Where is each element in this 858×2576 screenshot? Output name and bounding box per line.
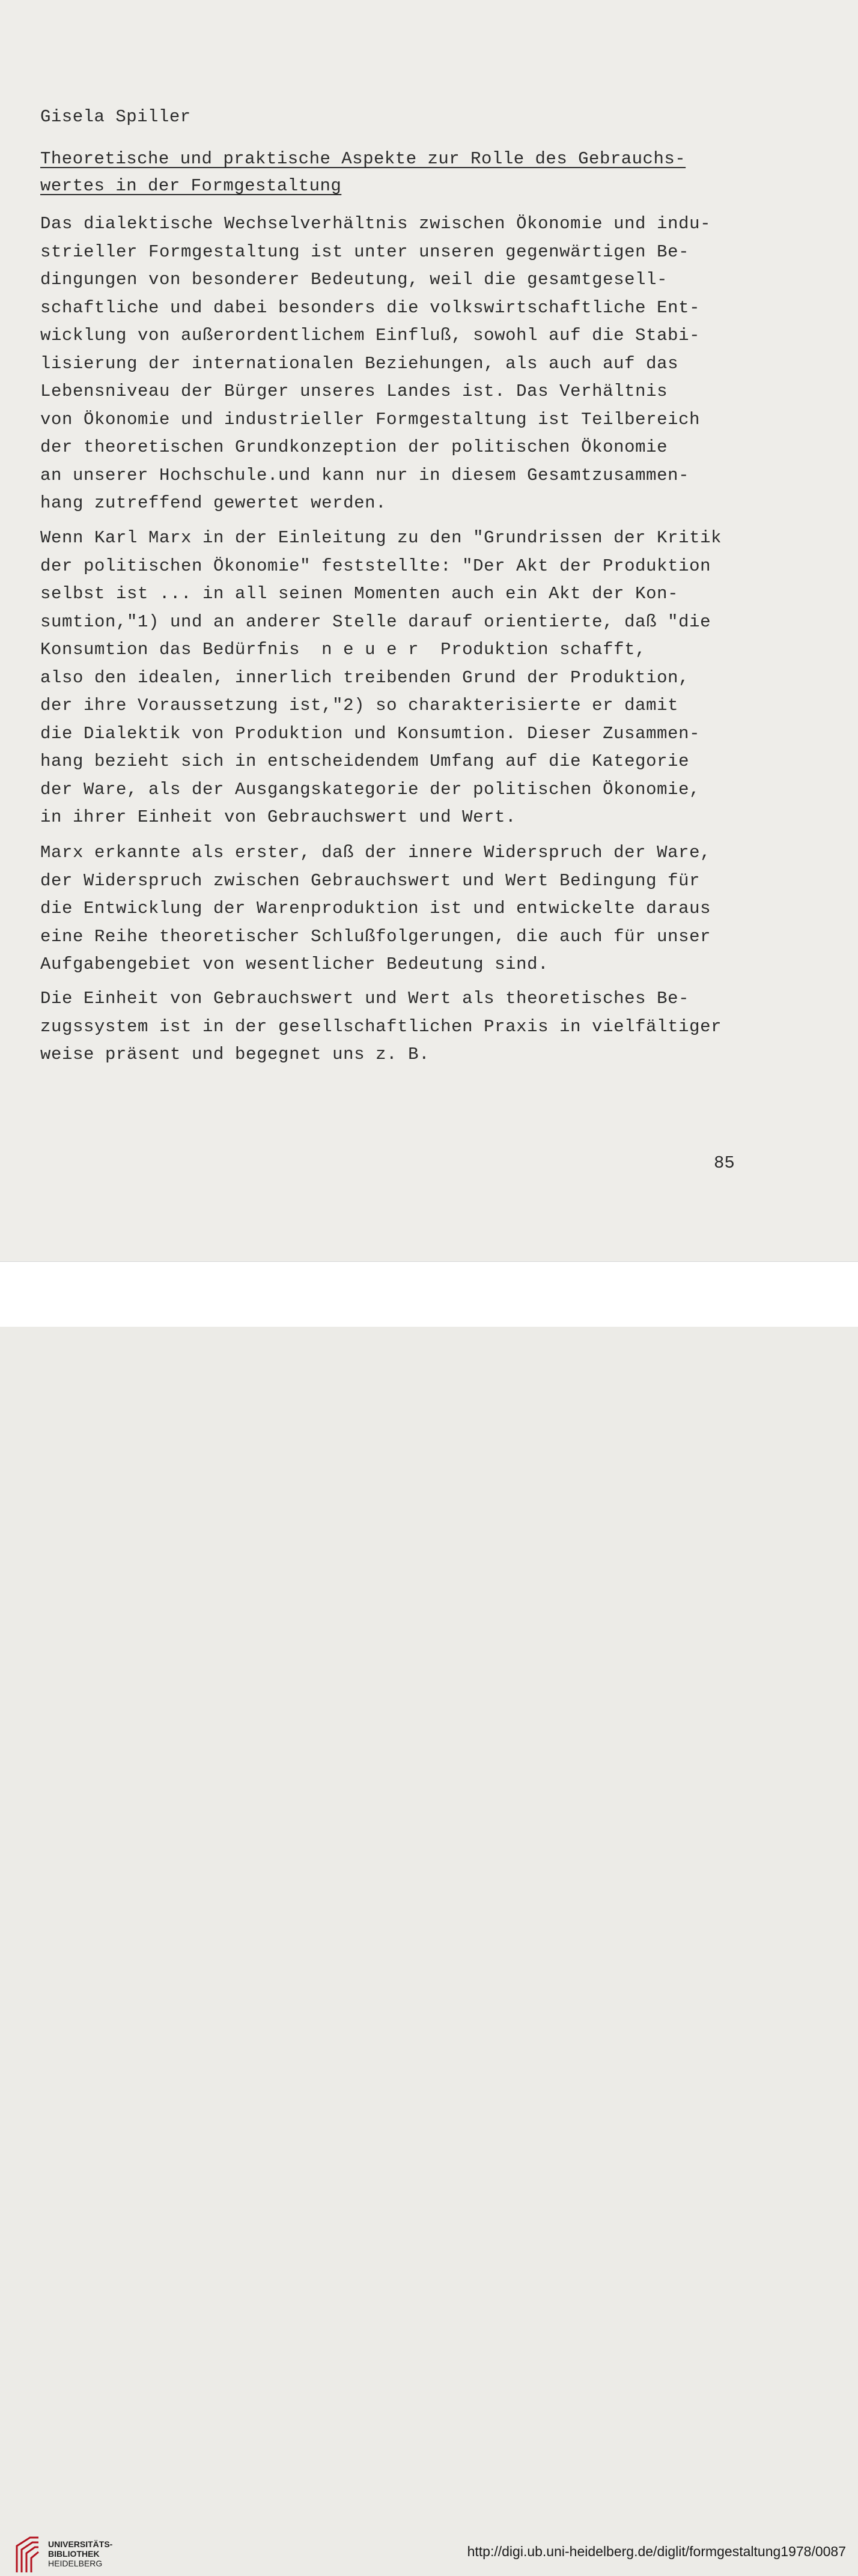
text-line: also den idealen, innerlich treibenden Grund der Produktion, (40, 667, 690, 688)
text-line: die Entwicklung der Warenproduktion ist und entwickelte daraus (40, 899, 711, 918)
text-line: Marx erkannte als erster, daß der innere Widerspruch der Ware, (40, 843, 711, 862)
library-logo-icon (12, 2534, 42, 2576)
text-line: die Dialektik von Produktion und Konsumtion. Dieser Zusammen- (40, 723, 701, 744)
text-line: eine Reihe theoretischer Schlußfolgerungen, die auch für unser (40, 926, 711, 947)
text-line: der politischen Ökonomie" feststellte: "Der Akt der Produktion (40, 556, 711, 576)
text-line: der ihre Voraussetzung ist,"2) so charakterisierte er damit (40, 696, 679, 715)
text-line: von Ökonomie und industrieller Formgestaltung ist Teilbereich (40, 409, 701, 429)
text-line: Aufgabengebiet von wesentlicher Bedeutung sind. (40, 954, 549, 974)
paragraph-2 (40, 524, 749, 832)
author-name: Gisela Spiller (40, 107, 191, 127)
footer-bar (0, 1261, 858, 2568)
text-line: Lebensniveau der Bürger unseres Landes ist. Das Verhältnis (40, 381, 668, 401)
title-line: wertes in der Formgestaltung (40, 176, 342, 196)
text-line: wicklung von außerordentlichem Einfluß, sowohl auf die Stabi- (40, 326, 701, 345)
page-number: 85 (714, 1153, 735, 1173)
library-name-line: BIBLIOTHEK (48, 2549, 100, 2559)
library-name (48, 2539, 112, 2568)
text-line: Die Einheit von Gebrauchswert und Wert als theoretisches Be- (40, 989, 690, 1008)
text-line: hang zutreffend gewertet werden. (40, 493, 387, 513)
text-line: in ihrer Einheit von Gebrauchswert und Wert. (40, 807, 517, 827)
text-line: an unserer Hochschule.und kann nur in diesem Gesamtzusammen- (40, 465, 690, 485)
text-line: weise präsent und begegnet uns z. B. (40, 1044, 430, 1064)
text-line: der theoretischen Grundkonzeption der politischen Ökonomie (40, 437, 668, 457)
text-line: hang bezieht sich in entscheidendem Umfang auf die Kategorie (40, 751, 690, 771)
text-line: Konsumtion das Bedürfnis n e u e r Produktion schafft, (40, 640, 647, 659)
paragraph-3 (40, 839, 749, 979)
paragraph-1 (40, 210, 749, 518)
text-line: dingungen von besonderer Bedeutung, weil die gesamtgesell- (40, 270, 668, 289)
article-title (40, 145, 713, 199)
text-line: selbst ist ... in all seinen Momenten auch ein Akt der Kon- (40, 584, 679, 604)
text-line: strieller Formgestaltung ist unter unseren gegenwärtigen Be- (40, 241, 690, 262)
text-line: der Widerspruch zwischen Gebrauchswert und Wert Bedingung für (40, 870, 701, 891)
text-line: schaftliche und dabei besonders die volkswirtschaftliche Ent- (40, 297, 701, 318)
source-url[interactable]: http://digi.ub.uni-heidelberg.de/diglit/formgestaltung1978/0087 (467, 2544, 846, 2559)
text-line: zugssystem ist in der gesellschaftlichen Praxis in vielfältiger (40, 1016, 722, 1037)
text-line: der Ware, als der Ausgangskategorie der politischen Ökonomie, (40, 779, 701, 799)
library-name-line: HEIDELBERG (48, 2559, 103, 2568)
text-line: sumtion,"1) und an anderer Stelle darauf orientierte, daß "die (40, 611, 711, 632)
library-name-line: UNIVERSITÄTS- (48, 2539, 113, 2549)
text-line: Das dialektische Wechselverhältnis zwischen Ökonomie und indu- (40, 214, 711, 234)
text-line: Wenn Karl Marx in der Einleitung zu den "Grundrissen der Kritik (40, 528, 722, 548)
document-page (0, 0, 858, 1261)
text-line: lisierung der internationalen Beziehungen, als auch auf das (40, 353, 679, 374)
paragraph-4 (40, 985, 749, 1069)
title-line: Theoretische und praktische Aspekte zur Rolle des Gebrauchs- (40, 149, 686, 169)
